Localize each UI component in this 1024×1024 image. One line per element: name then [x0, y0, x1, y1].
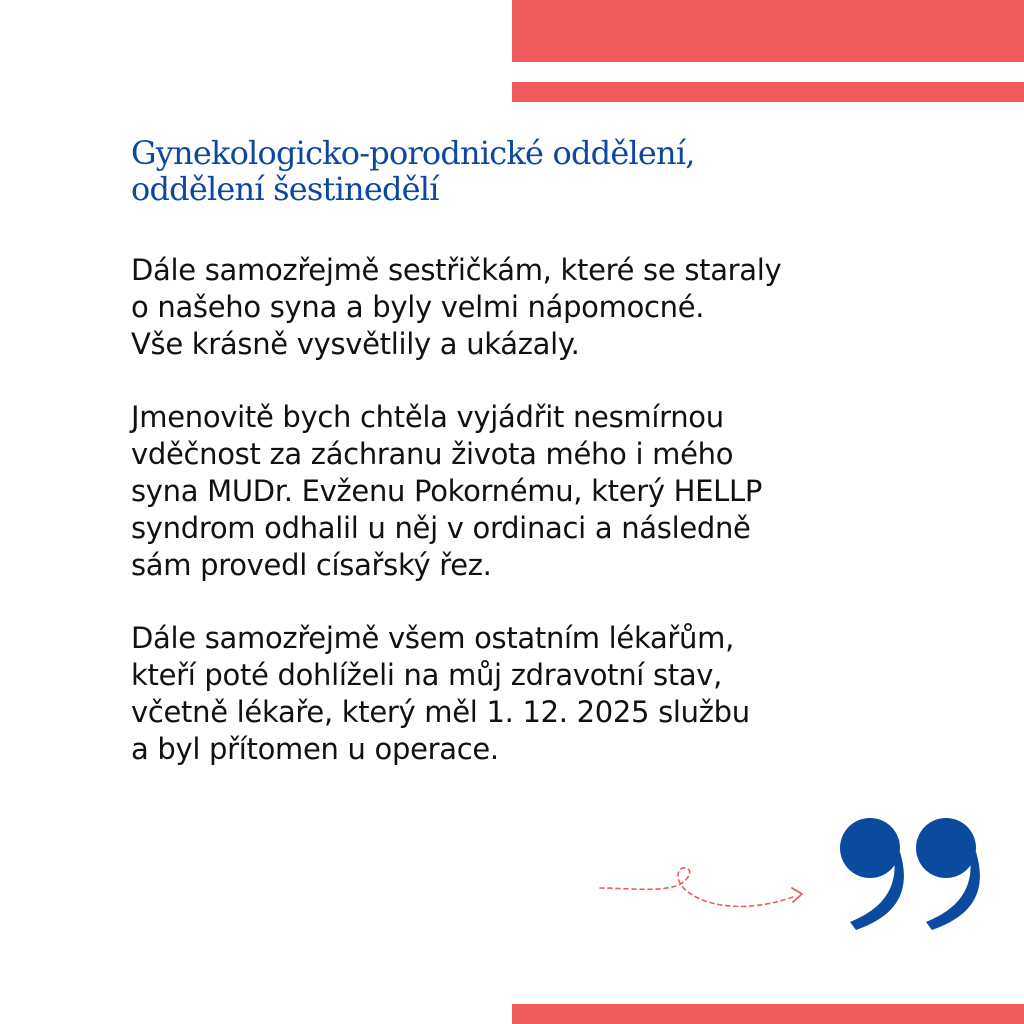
- text-line: syna MUDr. Evženu Pokornému, který HELLP: [131, 474, 763, 508]
- paragraph-nurses: [131, 252, 971, 363]
- testimonial-body: [131, 252, 971, 768]
- page-title-line: Gynekologicko-porodnické oddělení,: [131, 134, 695, 172]
- text-line: vděčnost za záchranu života mého i mého: [131, 437, 734, 471]
- paragraph-other-doctors: [131, 620, 971, 768]
- text-line: včetně lékaře, který měl 1. 12. 2025 službu: [131, 695, 750, 729]
- text-line: Jmenovitě bych chtěla vyjádřit nesmírnou: [131, 400, 724, 434]
- text-line: Vše krásně vysvětlily a ukázaly.: [131, 327, 580, 361]
- page-title-line: oddělení šestinedělí: [131, 170, 439, 208]
- top-accent-stripe: [512, 82, 1024, 102]
- page-title: [131, 135, 931, 207]
- text-line: sám provedl císařský řez.: [131, 548, 492, 582]
- text-line: kteří poté dohlíželi na můj zdravotní stav,: [131, 658, 723, 692]
- paragraph-doctor: [131, 399, 971, 584]
- text-line: syndrom odhalil u něj v ordinaci a následně: [131, 511, 751, 545]
- text-line: Dále samozřejmě sestřičkám, které se staraly: [131, 253, 782, 287]
- bottom-accent-bar: [512, 1004, 1024, 1024]
- text-line: o našeho syna a byly velmi nápomocné.: [131, 290, 705, 324]
- text-line: Dále samozřejmě všem ostatním lékařům,: [131, 621, 734, 655]
- dashed-loop-arrow-icon: [596, 862, 812, 924]
- closing-quote-icon: [836, 812, 984, 932]
- top-accent-bar: [512, 0, 1024, 62]
- text-line: a byl přítomen u operace.: [131, 732, 499, 766]
